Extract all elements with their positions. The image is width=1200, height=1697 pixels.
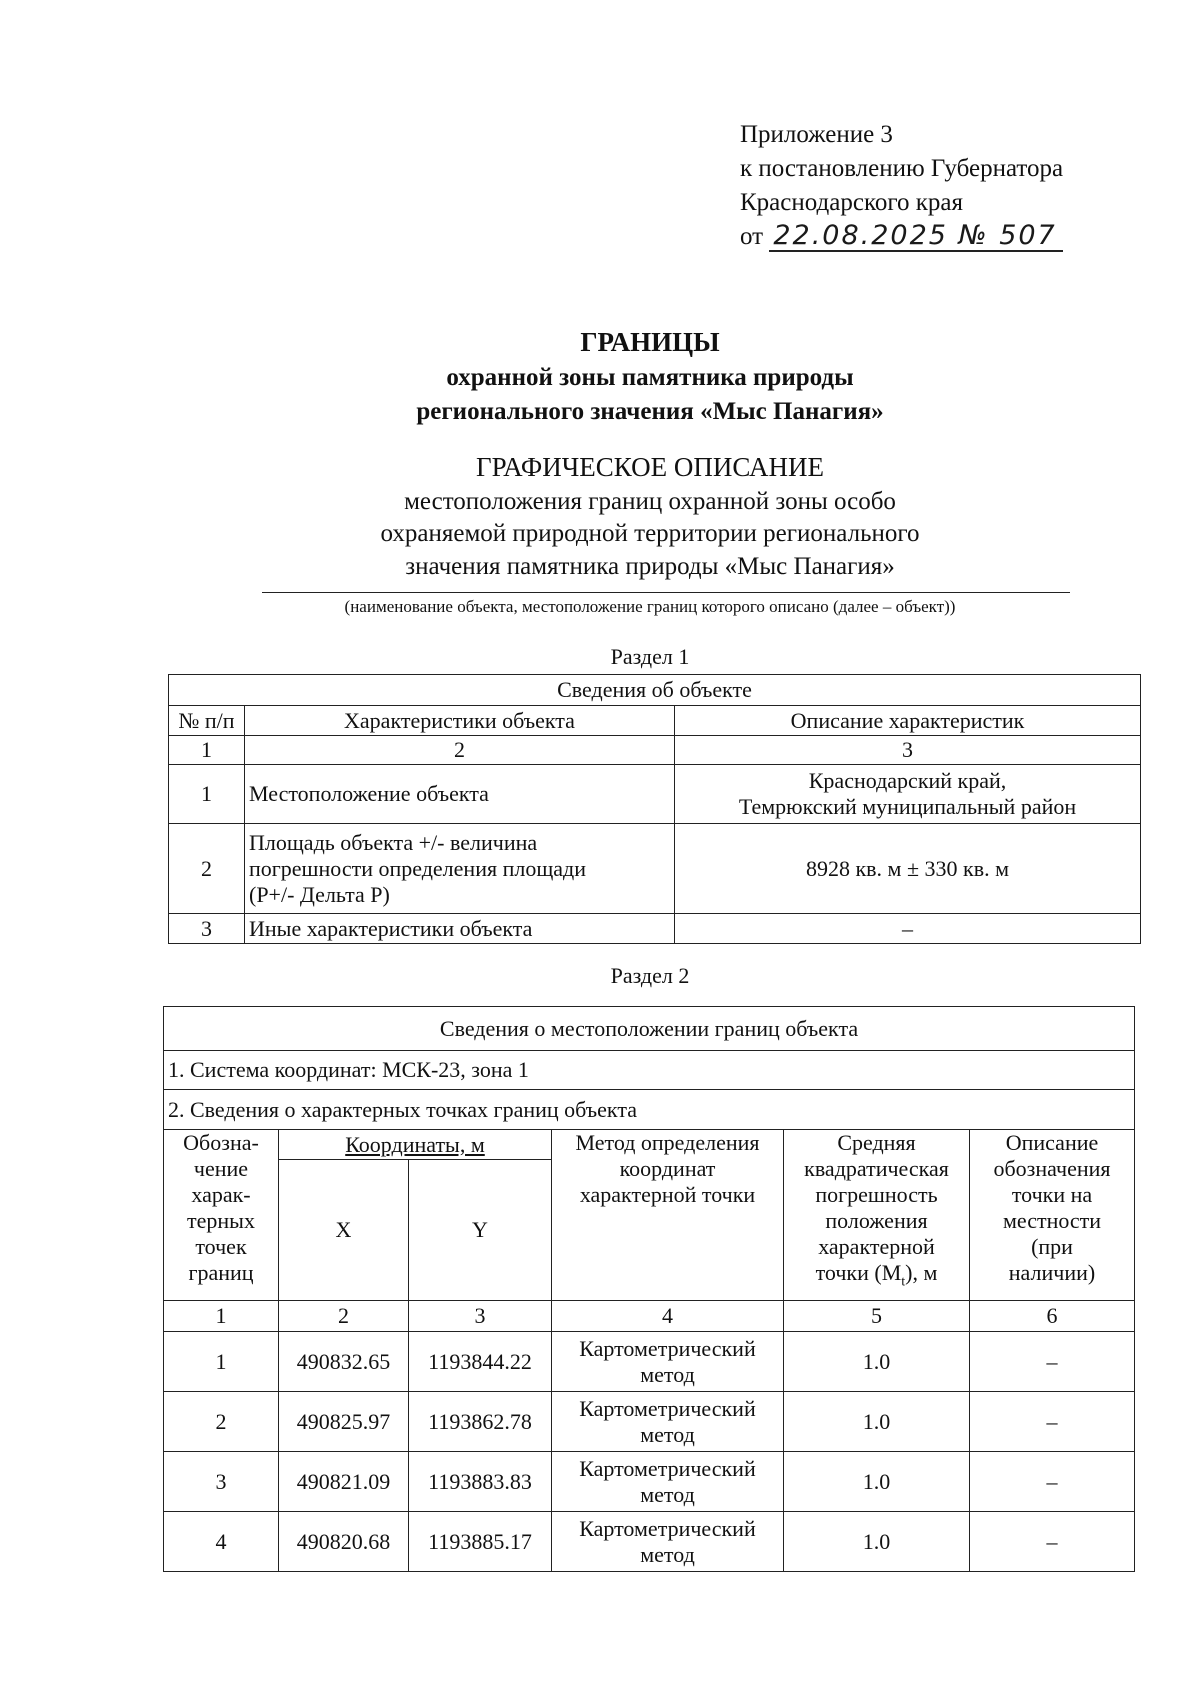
header-line: (при bbox=[1031, 1234, 1073, 1259]
point-y: 1193885.17 bbox=[409, 1512, 552, 1572]
header-line: Описание bbox=[1005, 1130, 1099, 1155]
name-line: (Р+/- Дельта Р) bbox=[249, 881, 390, 907]
table-row bbox=[164, 1392, 1135, 1452]
header-line: характерной bbox=[818, 1234, 935, 1259]
characteristic-value: 8928 кв. м ± 330 кв. м bbox=[675, 824, 1141, 914]
method-line: Картометрический bbox=[579, 1515, 756, 1541]
table-row bbox=[164, 1512, 1135, 1572]
header-line: погрешность bbox=[815, 1182, 938, 1207]
point-x: 490820.68 bbox=[279, 1512, 409, 1572]
object-name-underline bbox=[262, 592, 1070, 593]
header-text: ), м bbox=[905, 1260, 938, 1285]
point-method bbox=[552, 1452, 784, 1512]
description-header bbox=[970, 1130, 1135, 1301]
header-line: чение bbox=[193, 1156, 249, 1181]
point-method bbox=[552, 1392, 784, 1452]
point-y: 1193862.78 bbox=[409, 1392, 552, 1452]
table-title: Сведения о местоположении границ объекта bbox=[164, 1007, 1135, 1051]
header-line: характерной точки bbox=[579, 1182, 756, 1207]
point-number: 4 bbox=[164, 1512, 279, 1572]
point-error: 1.0 bbox=[784, 1512, 970, 1572]
name-line: Площадь объекта +/- величина bbox=[249, 829, 538, 855]
point-y: 1193844.22 bbox=[409, 1332, 552, 1392]
graphic-line-2: местоположения границ охранной зоны особо bbox=[404, 488, 896, 515]
y-header: Y bbox=[409, 1160, 552, 1301]
point-number: 2 bbox=[164, 1392, 279, 1452]
x-header: X bbox=[279, 1160, 409, 1301]
column-number: 5 bbox=[784, 1301, 970, 1332]
table-row bbox=[164, 1090, 1135, 1130]
point-number: 1 bbox=[164, 1332, 279, 1392]
header-line: Обозна- bbox=[183, 1130, 259, 1155]
graphic-line-3: охраняемой природной территории регионального bbox=[380, 520, 920, 547]
point-error: 1.0 bbox=[784, 1332, 970, 1392]
table-header-row bbox=[164, 1130, 1135, 1160]
column-number-row bbox=[169, 736, 1141, 765]
method-header bbox=[552, 1130, 784, 1301]
characteristic-name bbox=[245, 824, 675, 914]
column-header: Описание характеристик bbox=[675, 706, 1141, 736]
table-row bbox=[164, 1332, 1135, 1392]
characteristic-value: – bbox=[675, 914, 1141, 944]
method-line: метод bbox=[640, 1481, 695, 1507]
point-description: – bbox=[970, 1512, 1135, 1572]
header-line: положения bbox=[825, 1208, 928, 1233]
header-line bbox=[788, 1260, 965, 1295]
method-line: метод bbox=[640, 1421, 695, 1447]
header-line: обозначения bbox=[993, 1156, 1111, 1181]
column-number: 2 bbox=[279, 1301, 409, 1332]
point-y: 1193883.83 bbox=[409, 1452, 552, 1512]
column-number: 3 bbox=[675, 736, 1141, 765]
header-line: местности bbox=[1002, 1208, 1102, 1233]
column-header: Характеристики объекта bbox=[245, 706, 675, 736]
column-number: 3 bbox=[409, 1301, 552, 1332]
coordinates-header-text: Координаты, м bbox=[345, 1131, 485, 1157]
section-2-label: Раздел 2 bbox=[610, 963, 690, 988]
column-number: 4 bbox=[552, 1301, 784, 1332]
header-line: наличии) bbox=[1008, 1260, 1096, 1285]
graphic-line-4: значения памятника природы «Мыс Панагия» bbox=[405, 553, 895, 580]
coordinates-header bbox=[279, 1130, 552, 1160]
graphic-heading: ГРАФИЧЕСКОЕ ОПИСАНИЕ bbox=[475, 452, 825, 482]
method-line: Картометрический bbox=[579, 1395, 756, 1421]
point-method bbox=[552, 1332, 784, 1392]
row-number: 1 bbox=[169, 765, 245, 824]
header-line: квадратическая bbox=[804, 1156, 949, 1181]
object-caption: (наименование объекта, местоположение границ которого описано (далее – объект)) bbox=[344, 597, 956, 616]
table-row bbox=[169, 675, 1141, 706]
method-line: Картометрический bbox=[579, 1335, 756, 1361]
table-title: Сведения об объекте bbox=[169, 675, 1141, 706]
value-line: Краснодарский край, bbox=[808, 768, 1007, 793]
appendix-line-2: к постановлению Губернатора bbox=[740, 155, 1064, 182]
column-number: 6 bbox=[970, 1301, 1135, 1332]
point-method bbox=[552, 1512, 784, 1572]
appendix-line-3: Краснодарского края bbox=[740, 189, 963, 216]
table-row bbox=[169, 914, 1141, 944]
column-number: 1 bbox=[164, 1301, 279, 1332]
header-line: координат bbox=[619, 1156, 716, 1181]
appendix-line-1: Приложение 3 bbox=[740, 121, 893, 148]
object-info-table bbox=[168, 674, 1141, 944]
row-number: 2 bbox=[169, 824, 245, 914]
table-row bbox=[169, 765, 1141, 824]
point-x: 490821.09 bbox=[279, 1452, 409, 1512]
header-line: границ bbox=[188, 1260, 254, 1285]
point-x: 490825.97 bbox=[279, 1392, 409, 1452]
error-header bbox=[784, 1130, 970, 1301]
header-text: точки (M bbox=[815, 1260, 902, 1285]
subscript: t bbox=[901, 1274, 906, 1290]
column-number: 1 bbox=[169, 736, 245, 765]
name-line: погрешности определения площади bbox=[249, 855, 587, 881]
characteristic-name: Иные характеристики объекта bbox=[245, 914, 675, 944]
column-header: № п/п bbox=[169, 706, 245, 736]
point-error: 1.0 bbox=[784, 1392, 970, 1452]
header-line: терных bbox=[187, 1208, 255, 1233]
point-description: – bbox=[970, 1332, 1135, 1392]
appendix-block bbox=[740, 118, 1063, 254]
appendix-date-line bbox=[740, 220, 1063, 254]
point-description: – bbox=[970, 1452, 1135, 1512]
title-line-3: регионального значения «Мыс Панагия» bbox=[416, 398, 884, 425]
point-x: 490832.65 bbox=[279, 1332, 409, 1392]
coordinate-system: 1. Система координат: МСК-23, зона 1 bbox=[164, 1051, 1135, 1090]
header-line: точки на bbox=[1011, 1182, 1093, 1207]
header-line: Метод определения bbox=[575, 1130, 760, 1155]
table-header-row bbox=[169, 706, 1141, 736]
point-number: 3 bbox=[164, 1452, 279, 1512]
point-error: 1.0 bbox=[784, 1452, 970, 1512]
table-row bbox=[164, 1051, 1135, 1090]
designation-header bbox=[164, 1130, 279, 1301]
characteristic-value bbox=[675, 765, 1141, 824]
header-line: Средняя bbox=[837, 1130, 916, 1155]
boundary-points-table bbox=[163, 1006, 1135, 1572]
table-row bbox=[169, 824, 1141, 914]
value-line: Темрюкский муниципальный район bbox=[738, 794, 1077, 819]
method-line: Картометрический bbox=[579, 1455, 756, 1481]
title-line-2: охранной зоны памятника природы bbox=[446, 364, 854, 391]
method-line: метод bbox=[640, 1541, 695, 1567]
table-row bbox=[164, 1452, 1135, 1512]
row-number: 3 bbox=[169, 914, 245, 944]
section-1-label: Раздел 1 bbox=[610, 644, 690, 669]
points-title: 2. Сведения о характерных точках границ объекта bbox=[164, 1090, 1135, 1130]
title-main: ГРАНИЦЫ bbox=[580, 327, 720, 357]
handwritten-date-number: 22.08.2025 № 507 bbox=[769, 222, 1062, 252]
from-label: от bbox=[740, 223, 764, 250]
column-number-row bbox=[164, 1301, 1135, 1332]
method-line: метод bbox=[640, 1361, 695, 1387]
header-line: харак- bbox=[191, 1182, 251, 1207]
characteristic-name: Местоположение объекта bbox=[245, 765, 675, 824]
header-line: точек bbox=[195, 1234, 247, 1259]
point-description: – bbox=[970, 1392, 1135, 1452]
table-row bbox=[164, 1007, 1135, 1051]
column-number: 2 bbox=[245, 736, 675, 765]
